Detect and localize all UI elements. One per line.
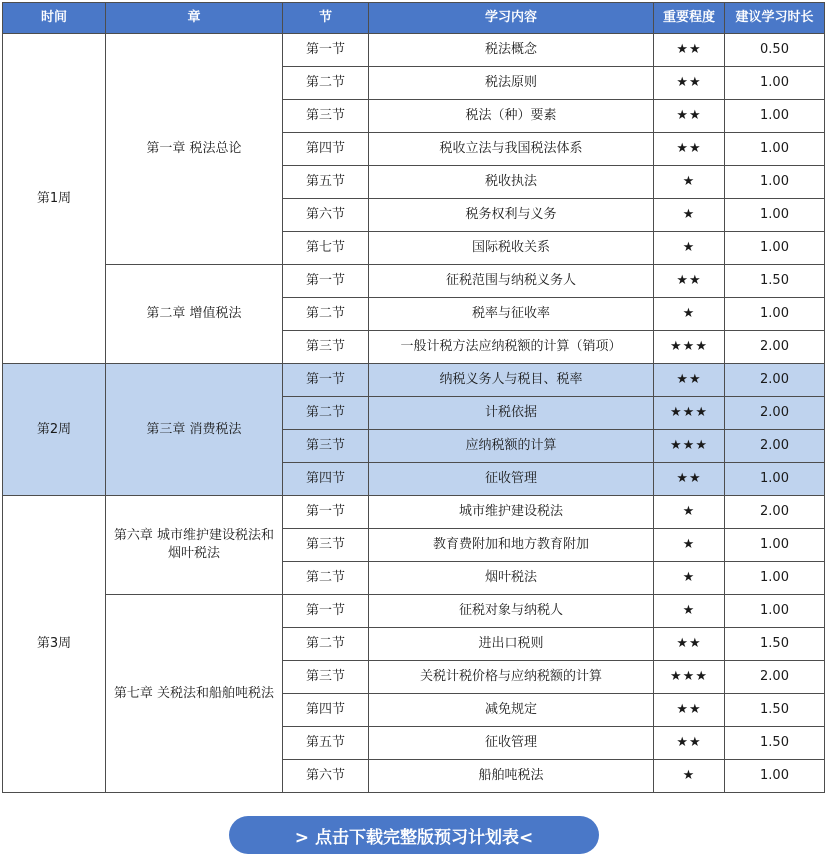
content-cell: 关税计税价格与应纳税额的计算	[369, 661, 654, 694]
section-cell: 第四节	[283, 133, 369, 166]
content-cell: 征税范围与纳税义务人	[369, 265, 654, 298]
duration-cell: 1.00	[725, 562, 825, 595]
content-cell: 国际税收关系	[369, 232, 654, 265]
content-cell: 税法（种）要素	[369, 100, 654, 133]
section-cell: 第五节	[283, 727, 369, 760]
header-section: 节	[283, 3, 369, 34]
importance-cell: ★	[654, 298, 725, 331]
study-plan-table	[2, 2, 825, 793]
content-cell: 征税对象与纳税人	[369, 595, 654, 628]
content-cell: 教育费附加和地方教育附加	[369, 529, 654, 562]
duration-cell: 1.00	[725, 529, 825, 562]
duration-cell: 1.50	[725, 694, 825, 727]
importance-cell: ★	[654, 232, 725, 265]
content-cell: 烟叶税法	[369, 562, 654, 595]
section-cell: 第三节	[283, 430, 369, 463]
duration-cell: 1.50	[725, 628, 825, 661]
importance-cell: ★★	[654, 67, 725, 100]
section-cell: 第一节	[283, 34, 369, 67]
duration-cell: 2.00	[725, 430, 825, 463]
week-cell: 第2周	[3, 364, 106, 496]
importance-cell: ★★	[654, 727, 725, 760]
duration-cell: 1.00	[725, 232, 825, 265]
content-cell: 税收立法与我国税法体系	[369, 133, 654, 166]
table-row	[3, 34, 825, 67]
duration-cell: 2.00	[725, 397, 825, 430]
table-header-row	[3, 3, 825, 34]
duration-cell: 1.00	[725, 595, 825, 628]
table-row	[3, 265, 825, 298]
importance-cell: ★	[654, 529, 725, 562]
section-cell: 第五节	[283, 166, 369, 199]
section-cell: 第一节	[283, 496, 369, 529]
content-cell: 城市维护建设税法	[369, 496, 654, 529]
chapter-cell: 第一章 税法总论	[106, 34, 283, 265]
importance-cell: ★	[654, 562, 725, 595]
download-plan-button[interactable]: > 点击下载完整版预习计划表<	[229, 816, 599, 854]
importance-cell: ★★	[654, 463, 725, 496]
importance-cell: ★★★	[654, 331, 725, 364]
duration-cell: 1.00	[725, 463, 825, 496]
header-time: 时间	[3, 3, 106, 34]
section-cell: 第三节	[283, 661, 369, 694]
duration-cell: 2.00	[725, 364, 825, 397]
content-cell: 进出口税则	[369, 628, 654, 661]
section-cell: 第四节	[283, 463, 369, 496]
chapter-cell: 第二章 增值税法	[106, 265, 283, 364]
content-cell: 税率与征收率	[369, 298, 654, 331]
importance-cell: ★★	[654, 100, 725, 133]
importance-cell: ★	[654, 199, 725, 232]
duration-cell: 1.50	[725, 727, 825, 760]
table-row	[3, 496, 825, 529]
importance-cell: ★	[654, 595, 725, 628]
importance-cell: ★★	[654, 364, 725, 397]
content-cell: 征收管理	[369, 727, 654, 760]
section-cell: 第一节	[283, 265, 369, 298]
content-cell: 征收管理	[369, 463, 654, 496]
header-importance: 重要程度	[654, 3, 725, 34]
duration-cell: 1.00	[725, 298, 825, 331]
section-cell: 第三节	[283, 331, 369, 364]
importance-cell: ★★	[654, 628, 725, 661]
chapter-cell: 第三章 消费税法	[106, 364, 283, 496]
duration-cell: 1.00	[725, 133, 825, 166]
importance-cell: ★★	[654, 133, 725, 166]
duration-cell: 1.00	[725, 760, 825, 793]
importance-cell: ★	[654, 166, 725, 199]
chapter-cell: 第六章 城市维护建设税法和烟叶税法	[106, 496, 283, 595]
content-cell: 减免规定	[369, 694, 654, 727]
section-cell: 第二节	[283, 628, 369, 661]
content-cell: 税收执法	[369, 166, 654, 199]
header-chapter: 章	[106, 3, 283, 34]
content-cell: 税法概念	[369, 34, 654, 67]
section-cell: 第四节	[283, 694, 369, 727]
duration-cell: 2.00	[725, 331, 825, 364]
duration-cell: 2.00	[725, 661, 825, 694]
section-cell: 第三节	[283, 100, 369, 133]
content-cell: 税务权利与义务	[369, 199, 654, 232]
section-cell: 第六节	[283, 199, 369, 232]
importance-cell: ★★★	[654, 661, 725, 694]
section-cell: 第二节	[283, 67, 369, 100]
content-cell: 纳税义务人与税目、税率	[369, 364, 654, 397]
duration-cell: 1.00	[725, 199, 825, 232]
header-content: 学习内容	[369, 3, 654, 34]
section-cell: 第六节	[283, 760, 369, 793]
importance-cell: ★★	[654, 265, 725, 298]
week-cell: 第1周	[3, 34, 106, 364]
importance-cell: ★	[654, 760, 725, 793]
importance-cell: ★★	[654, 694, 725, 727]
importance-cell: ★★★	[654, 397, 725, 430]
section-cell: 第二节	[283, 298, 369, 331]
week-cell: 第3周	[3, 496, 106, 793]
duration-cell: 0.50	[725, 34, 825, 67]
content-cell: 应纳税额的计算	[369, 430, 654, 463]
duration-cell: 1.50	[725, 265, 825, 298]
duration-cell: 2.00	[725, 496, 825, 529]
content-cell: 一般计税方法应纳税额的计算（销项）	[369, 331, 654, 364]
duration-cell: 1.00	[725, 67, 825, 100]
importance-cell: ★★	[654, 34, 725, 67]
content-cell: 计税依据	[369, 397, 654, 430]
section-cell: 第一节	[283, 364, 369, 397]
chapter-cell: 第七章 关税法和船舶吨税法	[106, 595, 283, 793]
section-cell: 第七节	[283, 232, 369, 265]
section-cell: 第三节	[283, 529, 369, 562]
duration-cell: 1.00	[725, 166, 825, 199]
table-row	[3, 364, 825, 397]
importance-cell: ★★★	[654, 430, 725, 463]
content-cell: 船舶吨税法	[369, 760, 654, 793]
section-cell: 第一节	[283, 595, 369, 628]
duration-cell: 1.00	[725, 100, 825, 133]
section-cell: 第二节	[283, 397, 369, 430]
header-duration: 建议学习时长	[725, 3, 825, 34]
content-cell: 税法原则	[369, 67, 654, 100]
importance-cell: ★	[654, 496, 725, 529]
section-cell: 第二节	[283, 562, 369, 595]
table-row	[3, 595, 825, 628]
